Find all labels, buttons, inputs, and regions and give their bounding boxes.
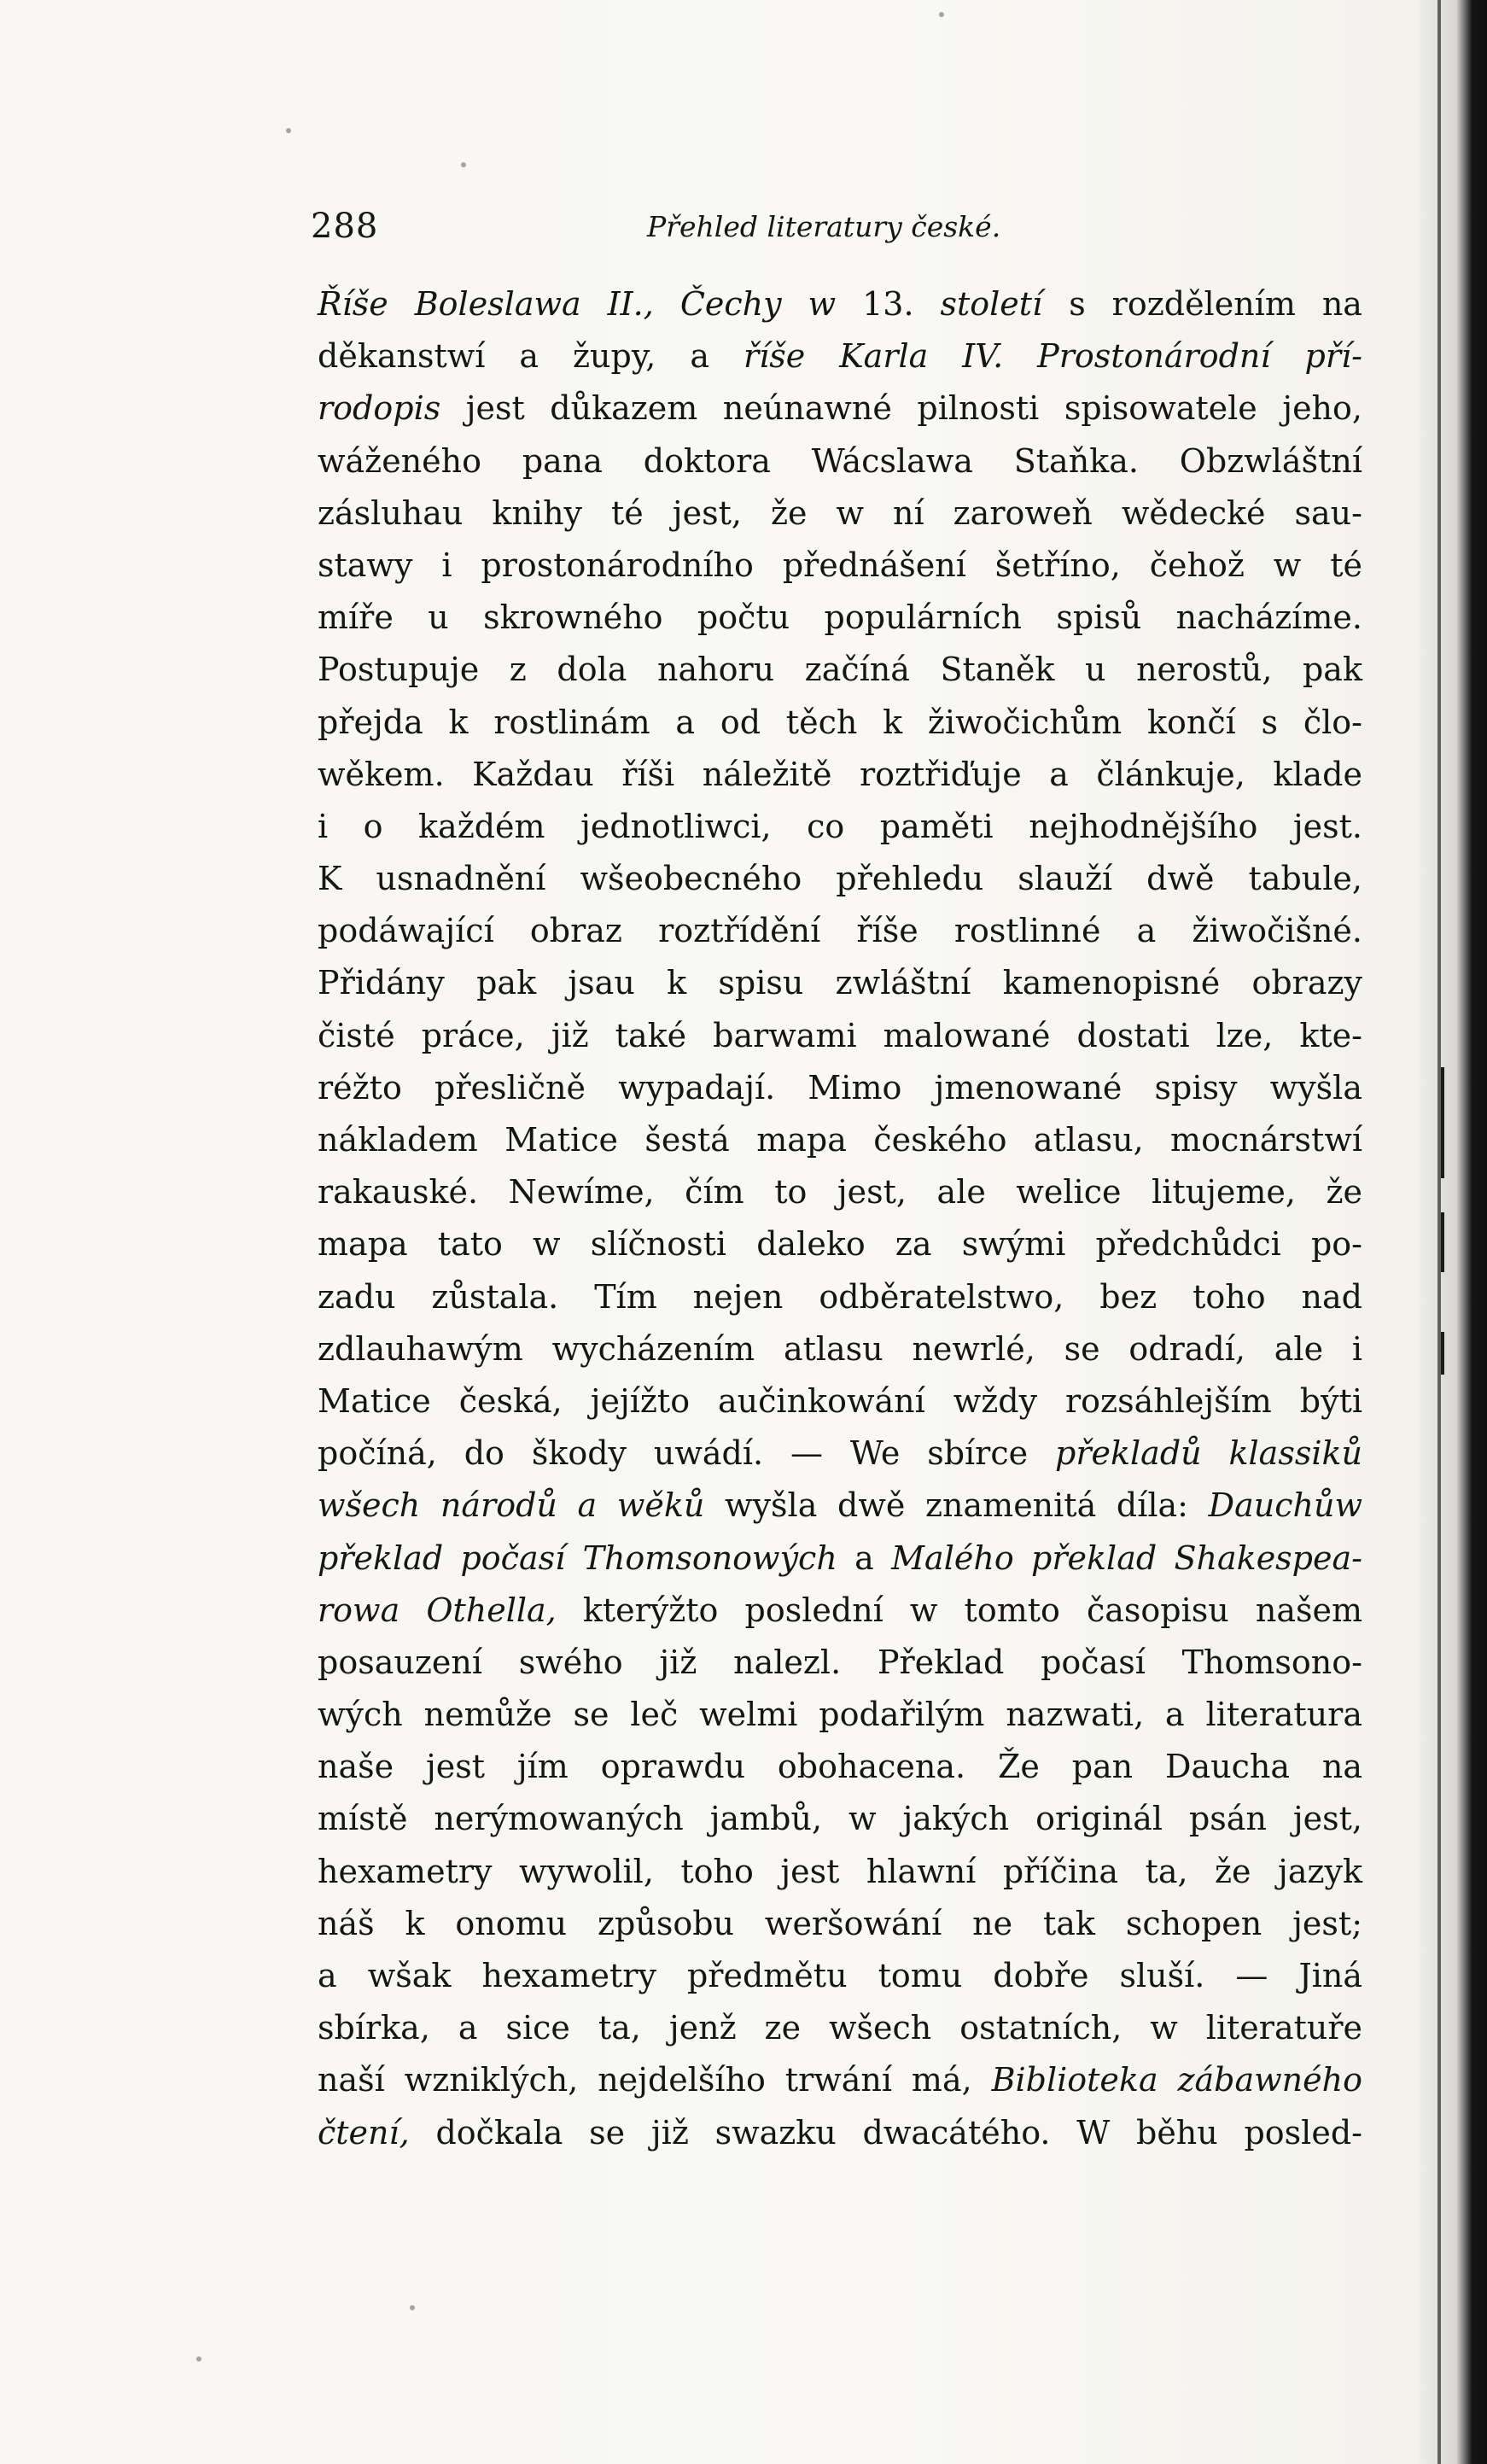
text-line <box>318 488 1362 540</box>
text-line <box>318 1375 1362 1428</box>
text-line <box>318 278 1362 330</box>
text-line <box>318 644 1362 696</box>
text-line <box>318 1428 1362 1480</box>
text-segment: posauzení swého již nalezl. Překlad počasí Thomsono- <box>318 1643 1362 1681</box>
text-line <box>318 2107 1362 2159</box>
text-segment: K usnadnění wšeobecného přehledu slauží dwě tabule, <box>318 860 1362 898</box>
text-line <box>318 1741 1362 1793</box>
text-line <box>318 540 1362 592</box>
italic-segment: překladů klassiků <box>1055 1434 1362 1473</box>
text-segment: čisté práce, již také barwami malowané dostati lze, kte- <box>318 1016 1362 1054</box>
edge-mark <box>1441 1332 1444 1375</box>
text-line <box>318 1898 1362 1950</box>
italic-segment: Boleslawa II., <box>414 285 654 323</box>
italic-segment: rodopis <box>318 389 441 428</box>
text-line <box>318 2054 1362 2106</box>
text-line <box>318 1323 1362 1375</box>
text-segment: nákladem Matice šestá mapa českého atlasu, mocnárstwí <box>318 1121 1362 1159</box>
italic-segment: Biblioteka zábawného <box>991 2061 1362 2099</box>
text-line <box>318 1010 1362 1062</box>
italic-segment: čtení, <box>318 2113 410 2152</box>
text-line <box>318 1793 1362 1845</box>
text-segment: réžto přesličně wypadají. Mimo jmenowané spisy wyšla <box>318 1068 1362 1106</box>
running-title: Přehled literatury české. <box>647 210 1001 243</box>
edge-mark <box>1441 1212 1444 1272</box>
text-segment: sbírka, a sice ta, jenž ze wšech ostatních, w literatuře <box>318 2009 1362 2047</box>
text-line <box>318 697 1362 749</box>
text-segment: wěkem. Každau říši náležitě roztřiďuje a článkuje, klade <box>318 755 1362 793</box>
italic-segment: rowa Othella, <box>318 1591 557 1629</box>
page-edge-shadow <box>1419 0 1487 2464</box>
italic-segment: říše Karla IV. Prostonárodní pří- <box>743 337 1362 376</box>
text-line <box>318 2002 1362 2054</box>
text-segment: přejda k rostlinám a od těch k žiwočichům končí s člo- <box>318 703 1362 741</box>
speck <box>939 12 944 17</box>
text-segment: počíná, do škody uwádí. — We sbírce <box>318 1434 1055 1473</box>
italic-segment: století <box>940 285 1043 323</box>
speck <box>286 128 291 133</box>
text-segment: rakauské. Newíme, čím to jest, ale welice litujeme, že <box>318 1173 1362 1212</box>
text-line <box>318 330 1362 382</box>
text-segment: stawy i prostonárodního přednášení šetříno, čehož w té <box>318 546 1362 584</box>
text-line <box>318 1585 1362 1637</box>
body-text <box>318 278 1362 2159</box>
italic-segment: Říše <box>318 285 415 323</box>
text-segment: a wšak hexametry předmětu tomu dobře sluší. — Jiná <box>318 1957 1362 1994</box>
text-segment: Matice česká, jejížto aučinkowání wždy rozsáhlejším býti <box>318 1381 1362 1420</box>
text-segment: 13. <box>836 285 941 323</box>
text-line <box>318 592 1362 644</box>
text-line <box>318 749 1362 801</box>
edge-mark <box>1441 1067 1444 1178</box>
italic-segment: Dauchůw <box>1208 1486 1362 1525</box>
text-line <box>318 801 1362 853</box>
text-segment: náš k onomu způsobu weršowání ne tak schopen jest; <box>318 1904 1362 1942</box>
text-segment: zdlauhawým wycházením atlasu newrlé, se odradí, ale i <box>318 1329 1362 1368</box>
text-line <box>318 1533 1362 1585</box>
text-segment <box>654 285 680 323</box>
italic-segment: wšech národů a wěků <box>318 1486 705 1525</box>
text-line <box>318 905 1362 957</box>
page-number: 288 <box>311 207 379 246</box>
text-line <box>318 1218 1362 1270</box>
text-segment: wáženého pana doktora Wácslawa Staňka. Obzwláštní <box>318 441 1362 480</box>
text-segment: a <box>837 1539 892 1577</box>
text-segment: wých nemůže se leč welmi podařilým nazwati, a literatura <box>318 1696 1362 1734</box>
text-line <box>318 435 1362 488</box>
text-segment: naše jest jím oprawdu obohacena. Že pan Daucha na <box>318 1748 1362 1786</box>
text-line <box>318 1637 1362 1689</box>
text-line <box>318 1846 1362 1898</box>
text-segment: i o každém jednotliwci, co paměti nejhodnějšího jest. <box>318 807 1362 845</box>
text-segment: wyšla dwě znamenitá díla: <box>704 1486 1209 1525</box>
text-segment: Postupuje z dola nahoru začíná Staněk u nerostů, pak <box>318 651 1362 689</box>
text-segment: naší wzniklých, nejdelšího trwání má, <box>318 2061 992 2099</box>
speck <box>410 2305 415 2310</box>
text-segment: jest důkazem neúnawné pilnosti spisowatele jeho, <box>440 389 1362 428</box>
text-segment: Přidány pak jsau k spisu zwláštní kamenopisné obrazy <box>318 964 1362 1002</box>
text-segment: místě nerýmowaných jambů, w jakých originál psán jest, <box>318 1800 1362 1838</box>
text-line <box>318 1689 1362 1741</box>
text-line <box>318 853 1362 905</box>
speck <box>196 2356 201 2362</box>
italic-segment: Čechy w <box>679 285 837 323</box>
text-segment: podáwající obraz roztřídění říše rostlinné a žiwočišné. <box>318 912 1362 950</box>
speck <box>461 162 466 167</box>
text-segment: mapa tato w slíčnosti daleko za swými předchůdci po- <box>318 1225 1362 1264</box>
text-segment: dočkala se již swazku dwacátého. W běhu posled- <box>409 2113 1362 2152</box>
text-segment: kterýžto poslední w tomto časopisu našem <box>556 1591 1362 1629</box>
text-line <box>318 1114 1362 1166</box>
page-header <box>311 207 1028 258</box>
text-line <box>318 1271 1362 1323</box>
text-segment: s rozdělením na <box>1042 285 1362 323</box>
text-line <box>318 1166 1362 1218</box>
text-line <box>318 1480 1362 1532</box>
text-line <box>318 1062 1362 1114</box>
text-segment: zadu zůstala. Tím nejen odběratelstwo, bez toho nad <box>318 1277 1362 1316</box>
italic-segment: Malého překlad Shakespea- <box>891 1539 1362 1577</box>
text-segment: hexametry wywolil, toho jest hlawní příčina ta, že jazyk <box>318 1852 1362 1890</box>
text-line <box>318 382 1362 435</box>
text-segment: zásluhau knihy té jest, že w ní zaroweň wědecké sau- <box>318 493 1362 532</box>
text-line <box>318 1950 1362 2002</box>
italic-segment: překlad počasí Thomsonowých <box>318 1539 837 1577</box>
text-line <box>318 957 1362 1009</box>
text-segment: míře u skrowného počtu populárních spisů nacházíme. <box>318 598 1362 637</box>
text-segment: děkanstwí a župy, a <box>318 337 744 376</box>
